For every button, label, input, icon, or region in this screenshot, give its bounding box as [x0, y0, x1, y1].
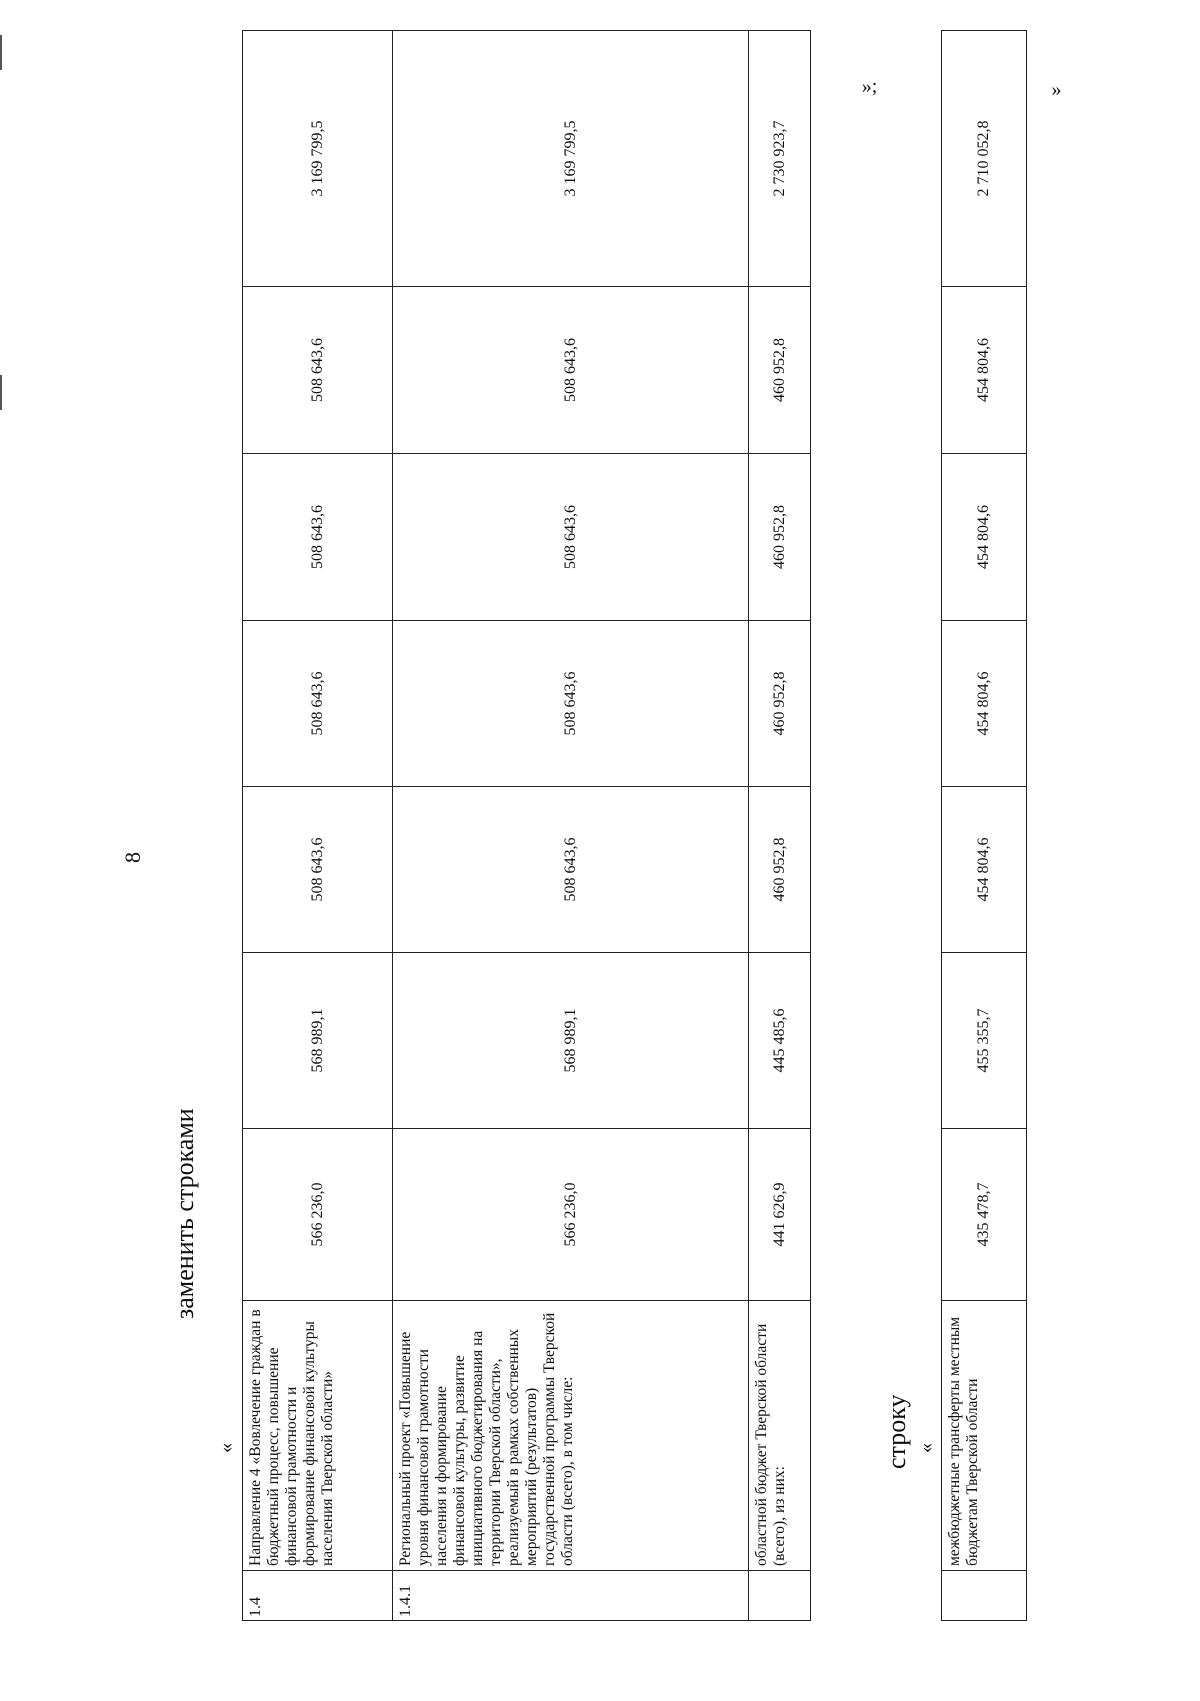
row-code: [749, 1571, 811, 1621]
value-cell: 508 643,6: [243, 621, 393, 787]
value-cell: 568 989,1: [393, 953, 749, 1129]
row-code: 1.4: [243, 1571, 393, 1621]
open-quote: «: [215, 1443, 237, 1453]
value-cell: 460 952,8: [749, 787, 811, 953]
value-cell: 3 169 799,5: [243, 31, 393, 287]
row-code: [942, 1571, 1027, 1621]
page-number: 8: [120, 852, 145, 863]
row-name: областной бюджет Тверской области (всего), из них:: [749, 1301, 811, 1571]
row-name: Направление 4 «Вовлечение граждан в бюджетный процесс, повышение финансовой грамотности и формирование финансовой культуры населения Тверской области»: [243, 1301, 393, 1571]
value-cell: 454 804,6: [942, 287, 1027, 454]
value-cell: 508 643,6: [393, 287, 749, 454]
table-row: [942, 31, 1027, 1621]
value-cell: 435 478,7: [942, 1129, 1027, 1301]
value-cell: 566 236,0: [393, 1129, 749, 1301]
value-cell: 508 643,6: [243, 454, 393, 621]
table-row: [393, 31, 749, 1621]
value-cell: 445 485,6: [749, 953, 811, 1129]
value-cell: 454 804,6: [942, 621, 1027, 787]
row-name: Региональный проект «Повышение уровня финансовой грамотности населения и формирование финансовой культуры, развитие инициативного бюджетирования на территории Тверской области», реализуемый в рамках собственных мероприятий (результатов) государственной программы Тверской области (всего), в том числе:: [393, 1301, 749, 1571]
replacement-line-table: [941, 30, 1027, 1621]
table-row: [243, 31, 393, 1621]
table-row: [749, 31, 811, 1621]
value-cell: 566 236,0: [243, 1129, 393, 1301]
value-cell: 3 169 799,5: [393, 31, 749, 287]
value-cell: 460 952,8: [749, 287, 811, 454]
value-cell: 568 989,1: [243, 953, 393, 1129]
value-cell: 454 804,6: [942, 454, 1027, 621]
value-cell: 460 952,8: [749, 454, 811, 621]
value-cell: 454 804,6: [942, 787, 1027, 953]
section-label-line: строку: [882, 1394, 911, 1469]
row-code: 1.4.1: [393, 1571, 749, 1621]
close-quote: »;: [861, 75, 878, 98]
close-quote: »: [1051, 78, 1062, 101]
value-cell: 2 710 052,8: [942, 31, 1027, 287]
value-cell: 460 952,8: [749, 621, 811, 787]
value-cell: 508 643,6: [393, 621, 749, 787]
open-quote: «: [915, 1443, 937, 1453]
section-label-replace: заменить строками: [170, 1108, 199, 1319]
value-cell: 2 730 923,7: [749, 31, 811, 287]
row-name: межбюджетные трансферты местным бюджетам Тверской области: [942, 1301, 1027, 1571]
value-cell: 508 643,6: [243, 287, 393, 454]
replacement-table: [242, 30, 811, 1621]
value-cell: 441 626,9: [749, 1129, 811, 1301]
value-cell: 508 643,6: [393, 454, 749, 621]
value-cell: 508 643,6: [393, 787, 749, 953]
value-cell: 455 355,7: [942, 953, 1027, 1129]
value-cell: 508 643,6: [243, 787, 393, 953]
